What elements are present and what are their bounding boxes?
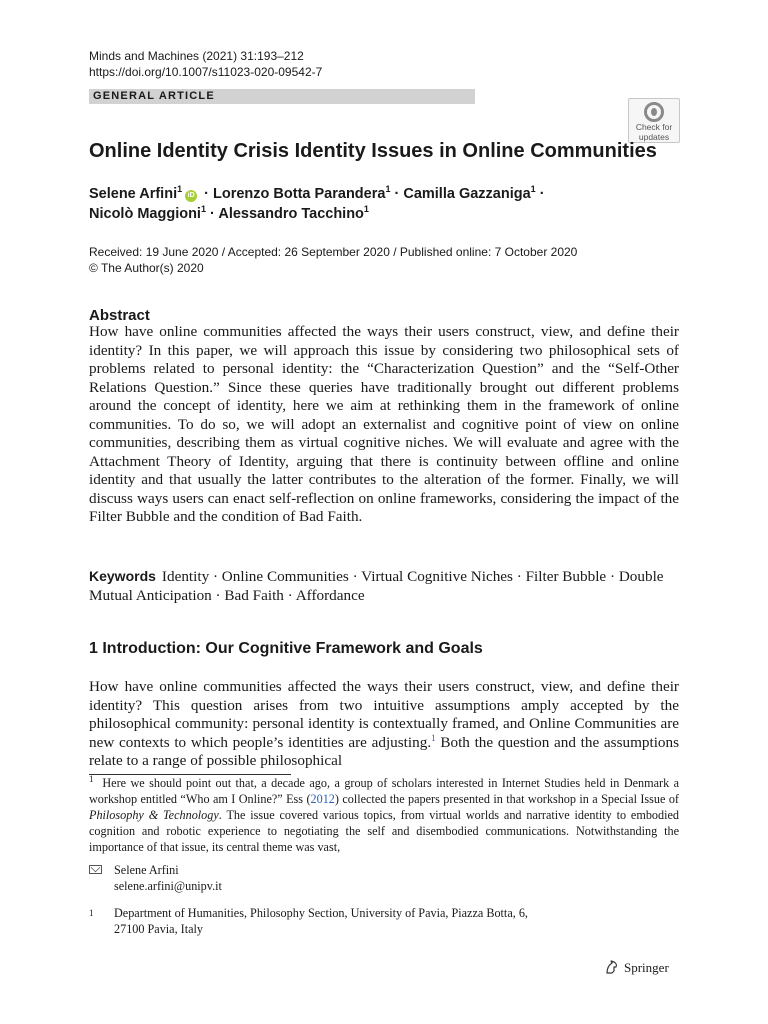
history-dates: Received: 19 June 2020 / Accepted: 26 September 2020 / Published online: 7 October 2020 xyxy=(89,245,578,259)
introduction-text xyxy=(89,678,679,771)
orcid-icon[interactable]: iD xyxy=(185,190,197,202)
publisher-logo xyxy=(604,959,669,977)
footnote xyxy=(89,775,679,855)
updates-label-2: updates xyxy=(638,132,670,142)
author-affiliation-ref: 1 xyxy=(200,204,206,215)
author-affiliation-ref: 1 xyxy=(385,184,391,195)
footnote-number: 1 xyxy=(89,773,94,784)
affiliation xyxy=(89,905,528,937)
copyright-line: © The Author(s) 2020 xyxy=(89,261,204,275)
footnote-text-b: ) collected the papers presented in that workshop in a Special Issue of xyxy=(334,792,679,806)
footnote-text-a: Here we should point out that, a decade ago, a group of scholars interested in Internet Studies held in Denmark a workshop entitled “Who am I Online?” Ess ( xyxy=(89,776,680,806)
springer-horse-icon xyxy=(604,959,620,975)
updates-label-1: Check for xyxy=(635,122,673,132)
updates-icon xyxy=(644,102,664,122)
article-type-badge: GENERAL ARTICLE xyxy=(89,89,475,104)
footnote-text-c: . The issue covered various topics, from virtual worlds and narrative identity to embodied cognition and robotic experience to negotiating the self and disembodied communications. Notwithstanding the importance of that issue, its central theme was vast, xyxy=(89,808,679,854)
intro-paragraph: How have online communities affected the ways their users construct, view, and define their identity? This question arises from two intuitive assumptions amply accepted by the philosophical community: personal identity is contextually framed, and Online Communities are new contexts to which people’s identities are adjusting. xyxy=(89,678,679,751)
correspondence xyxy=(89,862,222,894)
keywords xyxy=(89,567,679,605)
author-name[interactable]: Lorenzo Botta Parandera xyxy=(213,186,386,202)
author-name[interactable]: Camilla Gazzaniga xyxy=(403,186,531,202)
author-affiliation-ref: 1 xyxy=(530,184,536,195)
abstract-heading: Abstract xyxy=(89,307,150,324)
author-name[interactable]: Alessandro Tacchino xyxy=(218,206,364,222)
affiliation-line-1: Department of Humanities, Philosophy Section, University of Pavia, Piazza Botta, 6, xyxy=(114,906,528,920)
corresponding-author: Selene Arfini xyxy=(114,863,179,877)
keywords-heading: Keywords xyxy=(89,568,156,584)
footnote-link[interactable]: 1 xyxy=(431,732,436,743)
author-name[interactable]: Nicolò Maggioni xyxy=(89,206,201,222)
keywords-list: Identity · Online Communities · Virtual Cognitive Niches · Filter Bubble · Double Mutual Anticipation · Bad Faith · Affordance xyxy=(89,568,664,604)
abstract-text: How have online communities affected the ways their users construct, view, and define their identity? In this paper, we will approach this issue by considering two philosophical sets of problems related to personal identity: the “Characterization Question” and the “Self-Other Relations Question.” Since these queries have traditionally brought out different problems around the concept of identity, here we aim at rethinking them in the framework of online communities. To do so, we will adopt an externalist and cognitive point of view on online communities, describing them as virtual cognitive niches. We will evaluate and agree with the Attachment Theory of Identity, arguing that there is continuity between offline and online identity and that usually the latter contributes to the alteration of the former. Finally, we will discuss ways users can enact self-reflection on online frameworks, considering the impact of the Filter Bubble and the condition of Bad Faith. xyxy=(89,323,679,525)
intro-paragraph-continued: Both the question and the assumptions relate to a range of possible philosophical xyxy=(89,733,680,770)
journal-citation: Minds and Machines (2021) 31:193–212 xyxy=(89,49,304,63)
publisher-name: Springer xyxy=(624,960,669,975)
section-heading: 1 Introduction: Our Cognitive Framework and Goals xyxy=(89,640,483,657)
journal-name: Philosophy & Technology xyxy=(89,808,219,822)
author-affiliation-ref: 1 xyxy=(177,184,183,195)
publication-dates xyxy=(89,244,689,276)
affiliation-line-2: 27100 Pavia, Italy xyxy=(114,922,204,936)
journal-header xyxy=(89,48,322,80)
check-for-updates-button[interactable] xyxy=(628,98,680,143)
corresponding-email[interactable]: selene.arfini@unipv.it xyxy=(114,879,222,893)
author-affiliation-ref: 1 xyxy=(363,204,369,215)
citation-link[interactable]: 2012 xyxy=(310,792,335,806)
doi-link[interactable]: https://doi.org/10.1007/s11023-020-09542-7 xyxy=(89,65,323,79)
affiliation-number: 1 xyxy=(89,908,94,918)
envelope-icon xyxy=(89,865,102,874)
author-name[interactable]: Selene Arfini xyxy=(89,186,178,202)
author-list: Selene Arfini$^1$iD · Lorenzo Botta Parandera$^1$ · Camilla Gazzaniga$^1$ · Nicolò Maggioni$^1$ · Alessandro Tacchino$^1$ xyxy=(89,184,545,222)
article-title: Online Identity Crisis Identity Issues in Online Communities xyxy=(89,140,657,162)
